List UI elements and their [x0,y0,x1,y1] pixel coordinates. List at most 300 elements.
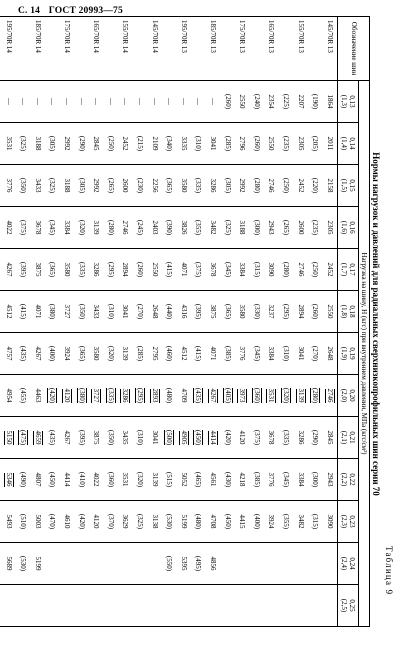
load-value: 3727 [92,388,101,403]
load-cell [279,543,294,585]
load-value: (500) [165,429,174,446]
load-cell [191,543,206,585]
load-cell [322,585,337,627]
load-cell [89,543,104,585]
load-value: 4757 [4,346,13,361]
load-cell [293,291,308,333]
table-row [45,17,60,627]
load-value: (385) [223,345,232,362]
table-row [1,17,16,627]
load-value: (395) [194,303,203,320]
load-value: (340) [165,135,174,152]
table-row [0,17,1,627]
table-row [322,17,337,627]
designation-header: Обозначение шин [338,17,370,81]
load-value: (450) [48,471,57,488]
load-value: (420) [48,387,57,404]
load-cell [1,333,16,375]
load-value: (310) [194,135,203,152]
load-cell [279,165,294,207]
load-cell [60,249,75,291]
load-cell [308,417,323,459]
load-value: 4267 [208,388,217,403]
tire-designation: 175/70R 14 [60,17,75,81]
load-cell [89,501,104,543]
load-cell [147,249,162,291]
load-value: (220) [311,177,320,194]
load-cell [220,165,235,207]
load-cell [264,123,279,165]
load-value: (280) [281,261,290,278]
load-cell [322,165,337,207]
load-cell [293,81,308,123]
load-value: (365) [77,345,86,362]
load-value: (405) [223,387,232,404]
load-cell [162,543,177,585]
load-cell [308,333,323,375]
load-cell [308,81,323,123]
table-row [162,17,177,627]
load-cell [293,501,308,543]
load-value: (280) [106,219,115,236]
load-cell [279,333,294,375]
load-cell [220,123,235,165]
load-cell [308,291,323,333]
load-value: (215) [135,135,144,152]
load-cell [147,333,162,375]
load-value: — [194,98,203,105]
load-value: 4414 [63,472,72,487]
load-cell [16,417,31,459]
load-value: (510) [19,513,28,530]
load-value: 4561 [208,472,217,487]
load-cell [322,81,337,123]
load-cell [162,123,177,165]
load-value: (260) [311,303,320,320]
load-cell [89,123,104,165]
load-cell [89,585,104,627]
load-cell [104,333,119,375]
pressure-header: 0,24 (2,4) [338,543,359,585]
load-value: 3286 [208,178,217,193]
pressure-header: 0,19 (1,9) [338,333,359,375]
load-cell [279,459,294,501]
load-cell [279,501,294,543]
load-value: (480) [194,513,203,530]
load-cell [16,333,31,375]
load-value: 3237 [267,304,276,319]
load-cell [16,585,31,627]
load-cell [235,81,250,123]
load-cell [206,81,221,123]
load-cell [147,123,162,165]
load-value: 4022 [92,472,101,487]
load-value: (465) [194,471,203,488]
load-cell [308,165,323,207]
load-value: 4267 [4,262,13,277]
load-cell [60,375,75,417]
load-value: 4954 [4,388,13,403]
load-cell [89,165,104,207]
load-value: 2894 [296,304,305,319]
load-cell [1,501,16,543]
load-cell [133,207,148,249]
load-value: 3973 [238,388,247,403]
load-cell [31,375,46,417]
load-cell [220,249,235,291]
load-cell [104,501,119,543]
load-cell [249,165,264,207]
load-cell [191,375,206,417]
load-cell [264,501,279,543]
load-value: 2452 [325,262,334,277]
tire-designation [308,17,323,81]
load-value: 2256 [150,178,159,193]
load-cell [235,585,250,627]
load-cell [133,333,148,375]
load-cell [31,123,46,165]
load-cell [235,501,250,543]
load-value: (305) [77,177,86,194]
load-cell [133,375,148,417]
load-cell [133,585,148,627]
tire-designation [45,17,60,81]
load-cell [220,459,235,501]
load-value: 3482 [296,514,305,529]
load-value: — [77,98,86,105]
load-value: (285) [223,135,232,152]
load-value: 2648 [325,346,334,361]
load-value: (305) [48,135,57,152]
load-cell [133,81,148,123]
load-value: (375) [194,261,203,278]
load-cell [104,81,119,123]
load-value: (315) [252,261,261,278]
load-cell [264,417,279,459]
pressure-header: 0,20 (2,0) [338,375,359,417]
load-cell [220,207,235,249]
load-cell [308,543,323,585]
load-value: 3433 [92,304,101,319]
load-cell [104,207,119,249]
load-cell [147,543,162,585]
load-cell [31,291,46,333]
load-cell [176,81,191,123]
load-value: (270) [311,345,320,362]
load-cell [235,249,250,291]
load-cell [45,165,60,207]
load-cell [45,459,60,501]
load-value: 1864 [325,94,334,109]
load-value: — [208,98,217,105]
load-cell [133,501,148,543]
load-value: (345) [281,471,290,488]
load-value: (515) [165,471,174,488]
load-cell [220,501,235,543]
load-cell [220,417,235,459]
load-cell [206,501,221,543]
load-cell [1,585,16,627]
load-cell [249,585,264,627]
table-row [249,17,264,627]
load-cell [249,543,264,585]
load-value: (280) [311,387,320,404]
load-value: 2550 [238,94,247,109]
load-value: — [4,98,13,105]
pressure-header: 0,15 (1,5) [338,165,359,207]
load-value: (415) [165,261,174,278]
load-cell [206,249,221,291]
load-value: (335) [194,177,203,194]
load-cell [45,81,60,123]
load-value: 3776 [4,178,13,193]
load-cell [308,459,323,501]
page-number: С. 14 [18,6,41,16]
load-value: (365) [165,177,174,194]
table-row [104,17,119,627]
load-value: (205) [311,135,320,152]
load-value: (360) [252,387,261,404]
load-value: 4120 [63,388,72,403]
load-cell [45,123,60,165]
load-cell [322,543,337,585]
load-value: 3924 [63,346,72,361]
load-cell [293,417,308,459]
load-value: (350) [19,177,28,194]
load-value: (320) [106,345,115,362]
load-cell [162,333,177,375]
load-cell [279,207,294,249]
load-value: 4218 [238,472,247,487]
load-cell [176,543,191,585]
rotated-table-area [4,10,398,635]
load-value: (260) [252,135,261,152]
pressure-header: 0,18 (1,8) [338,291,359,333]
load-cell [147,585,162,627]
load-value: — [106,98,115,105]
load-cell [264,165,279,207]
load-cell [162,81,177,123]
tire-designation: 165/70R 14 [89,17,104,81]
tire-designation: 145/70R 14 [147,17,162,81]
load-cell [279,375,294,417]
load-cell [74,81,89,123]
load-cell [1,459,16,501]
load-cell [264,249,279,291]
load-cell [74,375,89,417]
load-cell [60,417,75,459]
load-value: 2109 [150,136,159,151]
load-cell [45,417,60,459]
load-value: 3139 [121,346,130,361]
load-cell [89,81,104,123]
load-value: 3188 [238,220,247,235]
load-value: 5199 [179,514,188,529]
load-cell [264,333,279,375]
load-cell [16,459,31,501]
load-value: (380) [77,387,86,404]
load-value: 4512 [179,346,188,361]
load-value: (450) [223,513,232,530]
load-cell [118,459,133,501]
load-value: 4267 [33,346,42,361]
load-value: 4316 [179,304,188,319]
load-value: 2894 [121,262,130,277]
load-cell [176,333,191,375]
load-value: 2158 [325,178,334,193]
load-value: 3041 [121,304,130,319]
load-cell [74,333,89,375]
load-cell [0,165,1,207]
load-pressure-table [0,16,370,627]
load-value: (355) [194,219,203,236]
load-value: (280) [252,177,261,194]
load-value: 2648 [150,304,159,319]
load-cell [45,543,60,585]
load-cell [60,165,75,207]
load-value: 3041 [150,430,159,445]
load-value: 3433 [33,178,42,193]
load-value: (235) [311,219,320,236]
load-cell [322,417,337,459]
load-value: 3531 [121,472,130,487]
load-value: (375) [19,219,28,236]
load-value: 2550 [267,136,276,151]
load-cell [279,417,294,459]
load-cell [191,165,206,207]
load-cell [133,123,148,165]
load-value: (365) [223,303,232,320]
load-cell [249,207,264,249]
load-cell [89,249,104,291]
load-value: 2746 [325,388,334,403]
load-value: 5493 [4,514,13,529]
load-value: 3041 [208,136,217,151]
load-cell [16,501,31,543]
load-cell [279,585,294,627]
load-value: 2403 [150,220,159,235]
load-value: 2305 [296,136,305,151]
load-cell [104,459,119,501]
load-cell [191,207,206,249]
load-value: (300) [252,219,261,236]
load-cell [16,543,31,585]
load-value: 5346 [4,472,13,487]
load-value: — [179,98,188,105]
load-cell [235,291,250,333]
load-value: 4807 [33,472,42,487]
load-cell [235,165,250,207]
table-row [60,17,75,627]
load-cell [104,123,119,165]
load-cell [235,207,250,249]
load-value: (450) [194,429,203,446]
load-cell [147,459,162,501]
load-value: 4022 [4,220,13,235]
load-cell [162,459,177,501]
standard-code: ГОСТ 20993—75 [48,6,123,16]
load-value: (400) [252,513,261,530]
load-cell [74,165,89,207]
load-value: (225) [281,93,290,110]
load-cell [162,417,177,459]
load-cell [293,375,308,417]
load-cell [191,249,206,291]
load-value: 4708 [208,514,217,529]
load-cell [45,375,60,417]
load-value: 4415 [238,514,247,529]
load-cell [176,249,191,291]
load-value: 4610 [63,514,72,529]
load-cell [147,375,162,417]
load-cell [235,417,250,459]
load-value: 4071 [208,346,217,361]
load-cell [191,501,206,543]
load-cell [235,459,250,501]
load-cell [147,81,162,123]
load-cell [279,249,294,291]
load-value: (440) [165,303,174,320]
load-cell [133,165,148,207]
load-cell [118,81,133,123]
load-value: (435) [19,345,28,362]
load-value: 3629 [121,514,130,529]
load-cell [176,585,191,627]
table-row [235,17,250,627]
load-value: 4512 [4,304,13,319]
load-cell [176,459,191,501]
load-cell [162,501,177,543]
load-cell [1,81,16,123]
tire-designation: 155/70R 13 [293,17,308,81]
load-value: (295) [135,387,144,404]
load-value: — [135,98,144,105]
load-value: — [19,98,28,105]
load-value: (300) [311,471,320,488]
load-cell [293,207,308,249]
table-row [147,17,162,627]
load-value: 2943 [325,472,334,487]
tire-designation: 175/70R 13 [235,17,250,81]
load-value: (345) [252,345,261,362]
pressure-header: 0,22 (2,2) [338,459,359,501]
load-cell [31,81,46,123]
load-cell [191,417,206,459]
load-value: (310) [135,429,144,446]
table-row [220,17,235,627]
load-value: 2795 [150,346,159,361]
load-value: 4120 [92,514,101,529]
load-cell [118,333,133,375]
load-cell [16,123,31,165]
load-value: (480) [165,387,174,404]
load-group-header: Нагрузка на шину, Н (кгс) при внутреннем давлении, МПа (кгс/см²) [359,81,370,627]
load-cell [118,249,133,291]
load-value: 3435 [121,430,130,445]
load-cell [118,207,133,249]
load-cell [293,459,308,501]
load-value: (320) [281,387,290,404]
load-value: (455) [19,387,28,404]
load-cell [89,207,104,249]
load-value: 2600 [296,220,305,235]
load-cell [162,375,177,417]
load-value: (230) [135,177,144,194]
load-value: (335) [77,261,86,278]
load-value: 5199 [33,556,42,571]
pressure-header: 0,16 (1,6) [338,207,359,249]
load-value: 4120 [238,430,247,445]
